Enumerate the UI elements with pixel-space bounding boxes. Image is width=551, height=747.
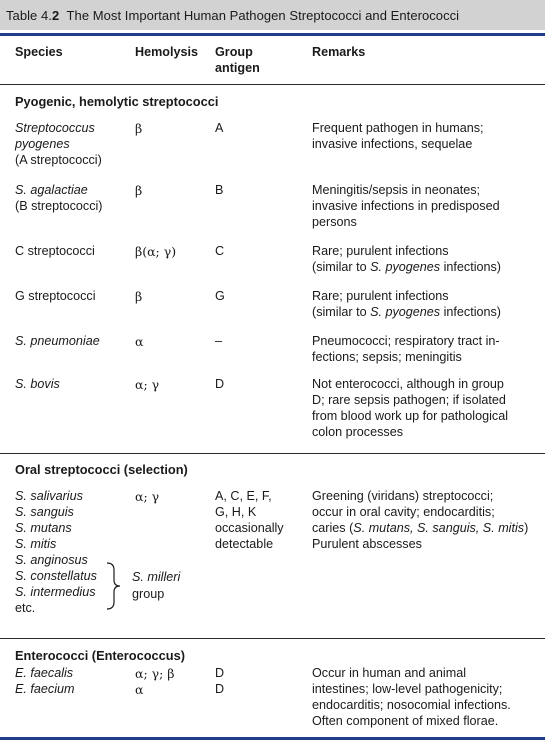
hemolysis-value: β(α; γ) (135, 244, 177, 259)
header-group-line2: antigen (215, 61, 260, 75)
remarks-line: Meningitis/sepsis in neonates; (312, 183, 481, 197)
hemolysis-value: α; γ; β (135, 666, 175, 681)
hemolysis-value: β (135, 183, 143, 198)
remarks-line: endocarditis; nosocomial infections. (312, 698, 511, 712)
species-line: S. bovis (15, 377, 60, 391)
species-line: E. faecium (15, 682, 75, 696)
remarks-line: Frequent pathogen in humans; (312, 121, 484, 135)
species-line: S. mutans (15, 521, 72, 535)
species-line: (A streptococci) (15, 153, 102, 167)
header-hemolysis: Hemolysis (135, 45, 198, 59)
header-rule (0, 84, 545, 85)
section-rule (0, 638, 545, 639)
remarks-line: Purulent abscesses (312, 537, 422, 551)
group-value: D (215, 666, 225, 680)
group-value: C (215, 244, 225, 258)
species-line: (B streptococci) (15, 199, 103, 213)
group-value: – (215, 334, 223, 348)
milleri-label: S. milleri (132, 570, 181, 584)
group-value: D (215, 682, 225, 696)
caption-title: The Most Important Human Pathogen Streptococci and Enterococci (66, 7, 460, 23)
header-group-line1: Group (215, 45, 253, 59)
section-title: Pyogenic, hemolytic streptococci (15, 94, 219, 109)
hemolysis-value: β (135, 121, 143, 136)
remarks-line: intestines; low-level pathogenicity; (312, 682, 503, 696)
milleri-group-label: group (132, 587, 165, 601)
group-value: B (215, 183, 224, 197)
header-remarks: Remarks (312, 45, 366, 59)
group-value: A, C, E, F, (215, 489, 272, 503)
remarks-line: (similar to S. pyogenes infections) (312, 260, 502, 274)
hemolysis-value: β (135, 289, 143, 304)
table-caption (0, 0, 545, 30)
hemolysis-value: α; γ (135, 489, 160, 504)
remarks-line: fections; sepsis; meningitis (312, 350, 462, 364)
hemolysis-value: α; γ (135, 377, 160, 392)
remarks-line: occur in oral cavity; endocarditis; (312, 505, 495, 519)
bottom-rule (0, 737, 545, 740)
section-rule (0, 453, 545, 454)
remarks-line: (similar to S. pyogenes infections) (312, 305, 502, 319)
species-line: S. anginosus (15, 553, 88, 567)
remarks-line: invasive infections, sequelae (312, 137, 473, 151)
remarks-line: D; rare sepsis pathogen; if isolated (312, 393, 506, 407)
group-value: G (215, 289, 225, 303)
species-line: S. pneumoniae (15, 334, 100, 348)
remarks-line: Not enterococci, although in group (312, 377, 504, 391)
species-line: Streptococcus (15, 121, 95, 135)
species-line: S. salivarius (15, 489, 83, 503)
header-species: Species (15, 45, 63, 59)
species-line: G streptococci (15, 289, 96, 303)
remarks-line: Rare; purulent infections (312, 244, 449, 258)
species-line: S. agalactiae (15, 183, 88, 197)
hemolysis-value: α (135, 682, 144, 697)
remarks-line: caries (S. mutans, S. sanguis, S. mitis) (312, 521, 529, 535)
remarks-line: Rare; purulent infections (312, 289, 449, 303)
species-line: etc. (15, 601, 36, 615)
hemolysis-value: α (135, 334, 144, 349)
caption-number: 2 (51, 7, 60, 23)
remarks-line: from blood work up for pathological (312, 409, 509, 423)
top-rule (0, 33, 545, 36)
section-title: Oral streptococci (selection) (15, 462, 188, 477)
group-value: A (215, 121, 224, 135)
remarks-line: Often component of mixed florae. (312, 714, 499, 728)
species-line: E. faecalis (15, 666, 74, 680)
caption-text (0, 8, 459, 23)
species-line: C streptococci (15, 244, 95, 258)
remarks-line: Occur in human and animal (312, 666, 467, 680)
species-line: S. intermedius (15, 585, 96, 599)
remarks-line: invasive infections in predisposed (312, 199, 500, 213)
brace-icon (104, 562, 122, 610)
remarks-line: colon processes (312, 425, 404, 439)
group-value: detectable (215, 537, 274, 551)
species-line: S. constellatus (15, 569, 97, 583)
remarks-line: Pneumococci; respiratory tract in- (312, 334, 500, 348)
group-value: G, H, K (215, 505, 257, 519)
remarks-line: Greening (viridans) streptococci; (312, 489, 494, 503)
species-line: S. mitis (15, 537, 57, 551)
remarks-line: persons (312, 215, 357, 229)
section-title: Enterococci (Enterococcus) (15, 648, 185, 663)
group-value: D (215, 377, 225, 391)
caption-prefix: Table 4. (6, 7, 52, 23)
species-line: S. sanguis (15, 505, 74, 519)
group-value: occasionally (215, 521, 284, 535)
species-line: pyogenes (15, 137, 70, 151)
